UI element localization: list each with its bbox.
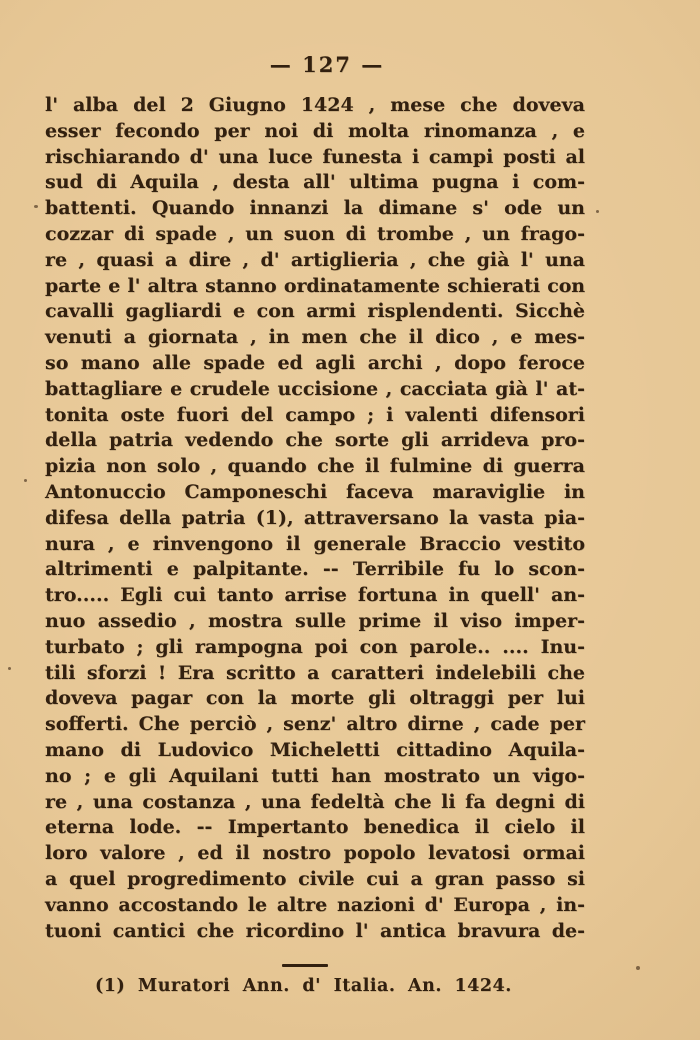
text-line: no ; e gli Aquilani tutti han mostrato un vigo- <box>45 764 585 787</box>
text-line: tuoni cantici che ricordino l' antica bravura de- <box>45 919 585 942</box>
text-line: a quel progredimento civile cui a gran passo si <box>45 867 585 890</box>
text-line: sofferti. Che perciò , senz' altro dirne , cade per <box>45 713 585 736</box>
text-line: Antonuccio Camponeschi faceva maraviglie in <box>45 480 585 503</box>
footnote: (1) Muratori Ann. d' Italia. An. 1424. <box>95 976 512 996</box>
text-line: doveva pagar con la morte gli oltraggi per lui <box>45 687 585 710</box>
text-line: rischiarando d' una luce funesta i campi posti al <box>45 145 585 168</box>
text-line: difesa della patria (1), attraversano la vasta pia- <box>45 506 585 529</box>
scan-speck <box>34 205 38 208</box>
text-line: eterna lode. -- Impertanto benedica il cielo il <box>45 816 585 839</box>
text-line: della patria vedendo che sorte gli arrideva pro- <box>45 429 585 452</box>
text-line: parte e l' altra stanno ordinatamente schierati con <box>45 274 585 297</box>
scan-speck <box>636 966 640 970</box>
scan-speck <box>596 210 599 213</box>
text-line: re , una costanza , una fedeltà che li fa degni di <box>45 790 585 813</box>
text-line: loro valore , ed il nostro popolo levatosi ormai <box>45 842 585 865</box>
text-line: mano di Ludovico Micheletti cittadino Aquila- <box>45 738 585 761</box>
text-line: altrimenti e palpitante. -- Terribile fu lo scon- <box>45 558 585 581</box>
text-line: re , quasi a dire , d' artiglieria , che già l' una <box>45 248 585 271</box>
text-line: vanno accostando le altre nazioni d' Europa , in- <box>45 893 585 916</box>
text-line: esser fecondo per noi di molta rinomanza , e <box>45 119 585 142</box>
text-line: sud di Aquila , desta all' ultima pugna i com- <box>45 171 585 194</box>
text-line: nuo assedio , mostra sulle prime il viso imper- <box>45 609 585 632</box>
page-number: — 127 — <box>269 52 385 77</box>
footnote-separator <box>282 964 328 967</box>
text-line: so mano alle spade ed agli archi , dopo feroce <box>45 351 585 374</box>
scan-speck <box>8 667 11 670</box>
text-line: tonita oste fuori del campo ; i valenti difensori <box>45 403 585 426</box>
text-line: l' alba del 2 Giugno 1424 , mese che doveva <box>45 94 585 116</box>
text-line: tili sforzi ! Era scritto a caratteri indelebili che <box>45 661 585 684</box>
text-line: venuti a giornata , in men che il dico , e mes- <box>45 326 585 349</box>
text-line: battenti. Quando innanzi la dimane s' ode un <box>45 197 585 220</box>
text-line: pizia non solo , quando che il fulmine di guerra <box>45 455 585 478</box>
text-line: cozzar di spade , un suon di trombe , un frago- <box>45 222 585 245</box>
text-line: nura , e rinvengono il generale Braccio vestito <box>45 532 585 555</box>
body-text <box>45 93 585 944</box>
text-line: tro..... Egli cui tanto arrise fortuna in quell' an- <box>45 584 585 607</box>
scan-speck <box>24 479 27 482</box>
text-line: battagliare e crudele uccisione , cacciata già l' at- <box>45 377 585 400</box>
text-line: turbato ; gli rampogna poi con parole.. .... Inu- <box>45 635 585 658</box>
text-line: cavalli gagliardi e con armi risplendenti. Sicchè <box>45 300 585 323</box>
